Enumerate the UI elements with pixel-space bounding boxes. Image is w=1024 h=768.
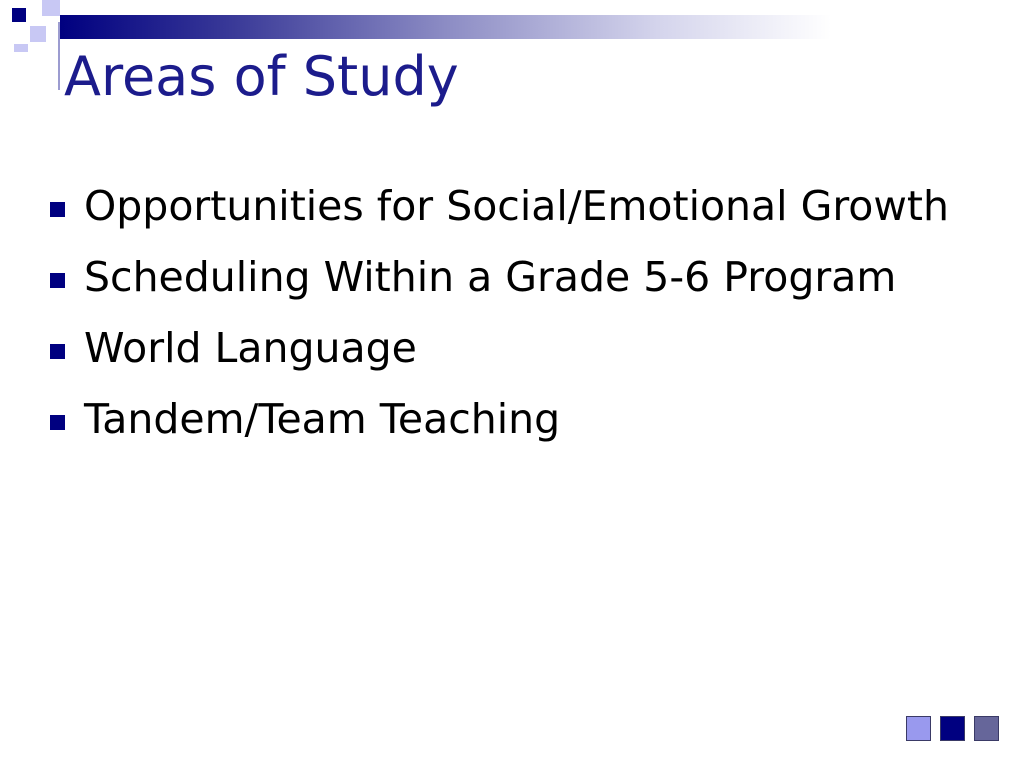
bullet-text: Scheduling Within a Grade 5-6 Program [84, 253, 897, 301]
nav-square-dark-icon[interactable] [940, 716, 965, 741]
bullet-list [46, 178, 976, 462]
nav-square-light-icon[interactable] [906, 716, 931, 741]
decorative-square-light [30, 26, 46, 42]
square-bullet-icon [50, 344, 65, 359]
bullet-text: Opportunities for Social/Emotional Growth [84, 182, 949, 230]
decorative-square-dark [12, 8, 26, 22]
slide-title: Areas of Study [64, 45, 459, 108]
square-bullet-icon [50, 273, 65, 288]
decorative-square-light [14, 44, 28, 52]
bullet-text: World Language [84, 324, 417, 372]
nav-square-gray-icon[interactable] [974, 716, 999, 741]
bullet-item [46, 320, 976, 377]
bullet-item [46, 391, 976, 448]
bullet-item [46, 178, 976, 235]
square-bullet-icon [50, 415, 65, 430]
decorative-square-light [42, 0, 60, 16]
title-gradient-bar [60, 15, 1024, 39]
square-bullet-icon [50, 202, 65, 217]
bullet-item [46, 249, 976, 306]
bullet-text: Tandem/Team Teaching [84, 395, 561, 443]
